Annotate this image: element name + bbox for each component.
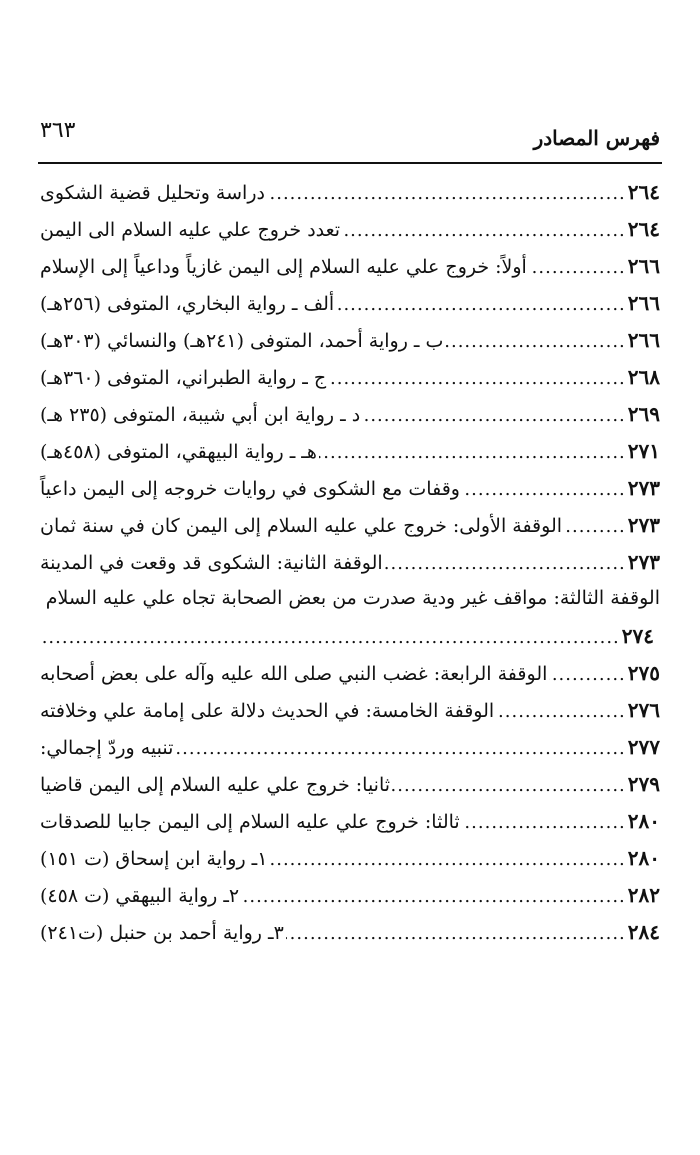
toc-entry-title: د ـ رواية ابن أبي شيبة، المتوفى (٢٣٥ هـ) xyxy=(40,404,361,426)
toc-entry-title: تعدد خروج علي عليه السلام الى اليمن xyxy=(40,219,341,241)
toc-entry xyxy=(40,291,660,328)
toc-entry-title: ثانيا: خروج علي عليه السلام إلى اليمن قاضيا xyxy=(40,774,391,796)
toc-entry-page: ٢٨٠ xyxy=(627,846,660,870)
toc-entry xyxy=(40,217,660,254)
toc-entry-page: ٢٧٤ xyxy=(621,624,654,648)
page-number: ٣٦٣ xyxy=(40,118,76,143)
leader-dots xyxy=(175,738,625,759)
toc-entry xyxy=(40,254,660,291)
toc-entry-page: ٢٨٢ xyxy=(627,883,660,907)
toc-entry xyxy=(40,883,660,920)
toc-entry-page: ٢٦٤ xyxy=(627,180,660,204)
toc-entry xyxy=(40,513,660,550)
toc-entry xyxy=(40,439,660,476)
toc-entry-page: ٢٦٤ xyxy=(627,217,660,241)
toc-entry-title: ٢ـ رواية البيهقي (ت ٤٥٨) xyxy=(40,885,240,907)
toc-entry-page: ٢٦٦ xyxy=(627,328,660,352)
toc-entry xyxy=(40,180,660,217)
toc-entry-page: ٢٦٦ xyxy=(627,291,660,315)
toc-entry xyxy=(40,772,660,809)
leader-dots xyxy=(362,405,626,426)
toc-entry xyxy=(40,476,660,513)
leader-dots xyxy=(42,627,620,648)
leader-dots xyxy=(496,701,626,722)
toc-entry-page: ٢٧٦ xyxy=(627,698,660,722)
toc-entry-title: وقفات مع الشكوى في روايات خروجه إلى اليمن داعياً xyxy=(40,478,460,500)
page-header xyxy=(38,112,662,164)
toc-entry-page: ٢٦٦ xyxy=(627,254,660,278)
toc-entry-title: ثالثا: خروج علي عليه السلام إلى اليمن جابيا للصدقات xyxy=(40,811,460,833)
leader-dots xyxy=(336,294,626,315)
leader-dots xyxy=(286,923,626,944)
toc-entry-page: ٢٧٧ xyxy=(627,735,660,759)
toc-entry-title: الوقفة الخامسة: في الحديث دلالة على إمامة علي وخلافته xyxy=(40,700,495,722)
toc-entry xyxy=(40,365,660,402)
leader-dots xyxy=(342,220,626,241)
leader-dots xyxy=(392,775,626,796)
toc-entry xyxy=(40,735,660,772)
toc-entry-title: دراسة وتحليل قضية الشكوى xyxy=(40,182,265,204)
toc-entry xyxy=(40,550,660,587)
toc-entry-title: الوقفة الثانية: الشكوى قد وقعت في المدينة xyxy=(40,552,383,574)
toc-entry-title: ٣ـ رواية أحمد بن حنبل (ت٢٤١) xyxy=(40,922,284,944)
toc-entry-wrapped-title: الوقفة الثالثة: مواقف غير ودية صدرت من بعض الصحابة تجاه علي عليه السلام xyxy=(45,587,660,609)
leader-dots xyxy=(462,479,626,500)
toc-entry-page: ٢٨٠ xyxy=(627,809,660,833)
toc-entry xyxy=(40,661,660,698)
toc-entry-title: تنبيه وردّ إجمالي: xyxy=(40,737,174,759)
leader-dots xyxy=(462,812,626,833)
leader-dots xyxy=(564,516,626,537)
leader-dots xyxy=(385,553,626,574)
toc-entry-page: ٢٧٣ xyxy=(627,550,660,574)
leader-dots xyxy=(529,257,626,278)
toc-entry-page: ٢٨٤ xyxy=(627,920,660,944)
toc-entry-page: ٢٧٣ xyxy=(627,476,660,500)
leader-dots xyxy=(241,886,626,907)
leader-dots xyxy=(549,664,625,685)
toc-entry-title: ألف ـ رواية البخاري، المتوفى (٢٥٦هـ) xyxy=(40,293,335,315)
toc-entry-title: ج ـ رواية الطبراني، المتوفى (٣٦٠هـ) xyxy=(40,367,327,389)
toc-entry-page: ٢٧٣ xyxy=(627,513,660,537)
toc-entry-title: ب ـ رواية أحمد، المتوفى (٢٤١هـ) والنسائي (٣٠٣هـ) xyxy=(40,330,444,352)
leader-dots xyxy=(269,849,625,870)
toc-entry-page: ٢٧٩ xyxy=(627,772,660,796)
leader-dots xyxy=(445,331,625,352)
toc-entry-page: ٢٦٨ xyxy=(627,365,660,389)
toc-entry xyxy=(40,809,660,846)
toc-entry xyxy=(40,402,660,439)
toc-entry xyxy=(40,698,660,735)
toc-entry-page: ٢٧٥ xyxy=(627,661,660,685)
leader-dots xyxy=(328,368,626,389)
leader-dots xyxy=(319,442,626,463)
leader-dots xyxy=(267,183,626,204)
toc-entry-title: هـ ـ رواية البيهقي، المتوفى (٤٥٨هـ) xyxy=(40,441,317,463)
toc-entry xyxy=(40,846,660,883)
toc-entry-page: ٢٦٩ xyxy=(627,402,660,426)
toc-entry-wrapped-continuation xyxy=(40,624,660,661)
toc-entry-title: ١ـ رواية ابن إسحاق (ت ١٥١) xyxy=(40,848,268,870)
running-title: فهرس المصادر xyxy=(533,126,660,150)
toc-entry-title: أولاً: خروج علي عليه السلام إلى اليمن غازياً وداعياً إلى الإسلام xyxy=(40,256,527,278)
toc-entry-title: الوقفة الرابعة: غضب النبي صلى الله عليه وآله على بعض أصحابه xyxy=(40,663,548,685)
table-of-contents xyxy=(40,180,660,957)
toc-entry-page: ٢٧١ xyxy=(627,439,660,463)
toc-entry-title: الوقفة الأولى: خروج علي عليه السلام إلى اليمن كان في سنة ثمان xyxy=(40,515,563,537)
toc-entry xyxy=(40,920,660,957)
toc-entry xyxy=(40,328,660,365)
